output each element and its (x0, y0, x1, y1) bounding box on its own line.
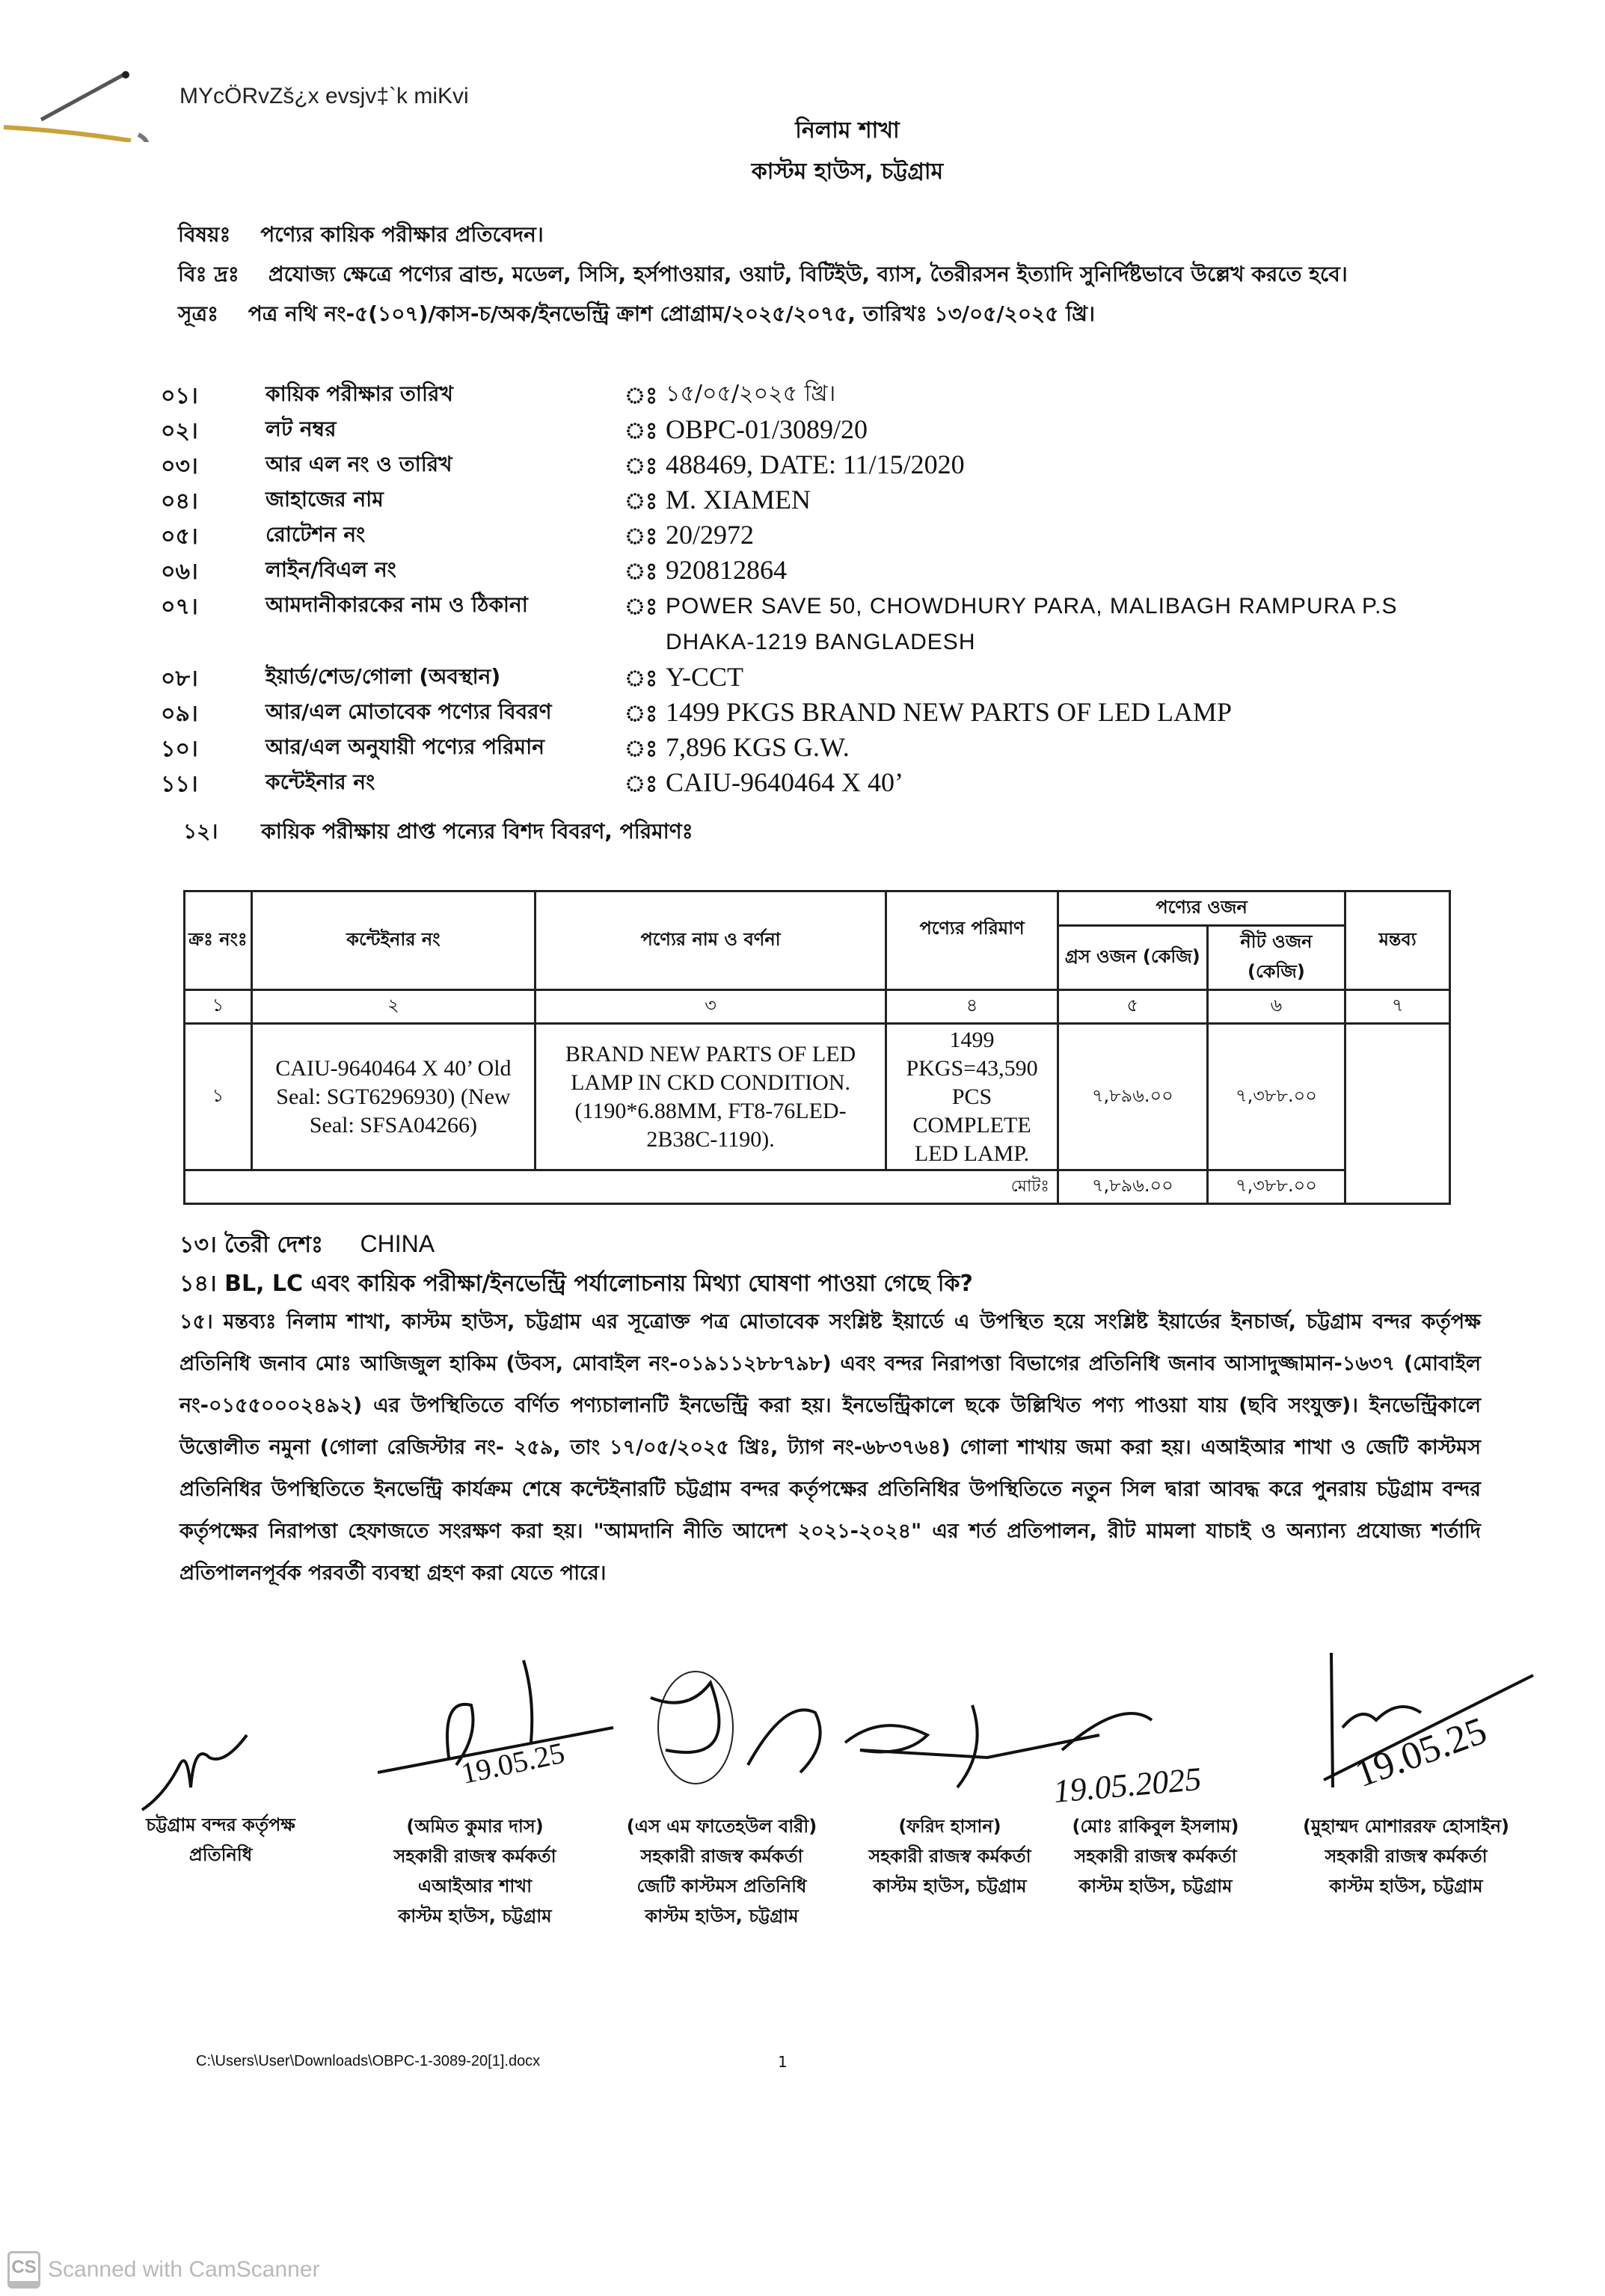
info-number: ০৬। (161, 559, 198, 585)
camscanner-watermark (7, 2251, 320, 2289)
colon: ঃ (624, 418, 658, 444)
item-label: কায়িক পরীক্ষায় প্রাপ্ত পন্যের বিশদ বিবরণ, পরিমাণঃ (261, 819, 693, 844)
header-weight-group: পণ্যের ওজন (1058, 891, 1345, 926)
item-14-question: ১৪। BL, LC এবং কায়িক পরীক্ষা/ইনভেন্ট্রি পর্যালোচনায় মিথ্যা ঘোষণা পাওয়া গেছে কি? (179, 1271, 973, 1297)
signatory-line: সহকারী রাজস্ব কর্মকর্তা (393, 1846, 556, 1867)
footer-page-number: 1 (778, 2053, 788, 2071)
cell-net-weight: ৭,৩৮৮.০০ (1207, 1024, 1345, 1170)
info-value: M. XIAMEN (666, 485, 811, 515)
info-list (161, 378, 1477, 801)
signature-port-authority-icon (135, 1720, 269, 1825)
info-value: 920812864 (666, 555, 787, 585)
section-name: নিলাম শাখা (795, 117, 900, 144)
info-value: 7,896 KGS G.W. (666, 732, 850, 762)
header-goods-name: পণ্যের নাম ও বর্ণনা (535, 891, 886, 990)
signatory-line: জেটি কাস্টমস প্রতিনিধি (636, 1876, 807, 1897)
col-number: ৬ (1207, 990, 1345, 1024)
colon: ঃ (624, 488, 658, 515)
signatory-sm-fatehul-bari (602, 1811, 841, 1931)
note-text: প্রযোজ্য ক্ষেত্রে পণ্যের ব্রান্ড, মডেল, সিসি, হর্সপাওয়ার, ওয়াট, বিটিইউ, ব্যাস, তৈরীরসন ইত্যাদি সুনির্দিষ্টভাবে উল্লেখ করতে হবে। (268, 262, 1348, 286)
info-label: আর/এল মোতাবেক পণ্যের বিবরণ (266, 699, 552, 724)
info-value: ১৫/০৫/২০২৫ খ্রি। (666, 381, 836, 407)
info-value: 1499 PKGS BRAND NEW PARTS OF LED LAMP (666, 697, 1232, 727)
header-net-weight: নীট ওজন (কেজি) (1207, 926, 1345, 990)
info-number: ১১। (161, 771, 198, 797)
info-number: ১০। (161, 736, 198, 762)
signatory-port-authority (112, 1810, 329, 1870)
info-number: ০৪। (161, 488, 198, 515)
col-number: ৩ (535, 990, 886, 1024)
info-label: কায়িক পরীক্ষার তারিখ (266, 381, 453, 406)
total-label: মোটঃ (185, 1170, 1058, 1204)
info-value: OBPC-01/3089/20 (666, 414, 868, 444)
info-value: 488469, DATE: 11/15/2020 (666, 449, 965, 479)
signatory-amit-kumar-das (355, 1811, 595, 1931)
cell-gross-weight: ৭,৮৯৬.০০ (1058, 1024, 1207, 1170)
info-number: ০১। (161, 383, 198, 409)
signatory-name: (এস এম ফাতেহউল বারী) (626, 1816, 817, 1837)
info-label: আর/এল অনুযায়ী পণ্যের পরিমান (266, 734, 544, 759)
colon: ঃ (624, 736, 658, 762)
col-number: ৭ (1345, 990, 1450, 1024)
info-row-goods-quantity (161, 731, 1477, 766)
info-number: ০৫। (161, 524, 198, 550)
info-row-lot-number (161, 413, 1477, 448)
colon: ঃ (624, 524, 658, 550)
header-remarks: মন্তব্য (1345, 891, 1450, 990)
goods-table (183, 890, 1451, 1205)
footer-file-path: C:\Users\User\Downloads\OBPC-1-3089-20[1].docx (196, 2053, 541, 2069)
colon: ঃ (624, 453, 658, 479)
reference-label: সূত্রঃ (178, 301, 218, 326)
info-value: CAIU-9640464 X 40’ (666, 767, 903, 797)
item-number: ১২। (183, 819, 218, 844)
office-name: কাস্টম হাউস, চট্টগ্রাম (751, 159, 944, 185)
signatory-name: (মোঃ রাকিবুল ইসলাম) (1072, 1816, 1239, 1837)
item-12-heading (183, 815, 693, 850)
cell-container: CAIU-9640464 X 40’ Old Seal: SGT6296930) (New Seal: SFSA04266) (251, 1024, 535, 1170)
garbled-government-header: MYcÖRvZš¿x evsjv‡`k miKvi (179, 84, 469, 108)
subject-line (178, 218, 544, 254)
header-gross-weight: গ্রস ওজন (কেজি) (1058, 926, 1207, 990)
total-gross-weight: ৭,৮৯৬.০০ (1058, 1170, 1207, 1204)
info-number: ০৯। (161, 701, 198, 727)
info-label: আর এল নং ও তারিখ (266, 452, 452, 476)
info-row-yard-location (161, 660, 1477, 696)
signatory-line: সহকারী রাজস্ব কর্মকর্তা (868, 1846, 1031, 1867)
camscanner-logo-icon: CS (7, 2251, 40, 2289)
note-label: বিঃ দ্রঃ (178, 262, 239, 286)
info-row-exam-date (161, 378, 1477, 413)
signature-sm-fatehul-bari-icon (636, 1668, 845, 1795)
colon: ঃ (624, 666, 658, 692)
info-label: কন্টেইনার নং (266, 770, 375, 794)
header-container: কন্টেইনার নং (251, 891, 535, 990)
colon: ঃ (624, 701, 658, 727)
item-15-remarks: ১৫। মন্তব্যঃ নিলাম শাখা, কাস্টম হাউস, চট্টগ্রাম এর সূত্রোক্ত পত্র মোতাবেক সংশ্লিষ্ট ইয়ার্ডে এ উপস্থিত হয়ে সংশ্লিষ্ট ইয়ার্ডের ইনচার্জ, চট্টগ্রাম বন্দর কর্তৃপক্ষ প্রতিনিধি জনাব মোঃ আজিজুল হাকিম (উবস, মোবাইল নং-০১৯১১২৮৮৭৯৮) এবং বন্দর নিরাপত্তা বিভাগের প্রতিনিধি জনাব আসাদুজ্জামান-১৬৩৭ (মোবাইল নং-০১৫৫০০০২৪৯২) এর উপস্থিতিতে বর্ণিত পণ্যচালানটি ইনভেন্ট্রি করা হয়। ইনভেন্ট্রিকালে ছকে উল্লিখিত পণ্য পাওয়া যায় (ছবি সংযুক্ত)। ইনভেন্ট্রিকালে উত্তোলীত নমুনা (গোলা রেজিস্টার নং- ২৫৯, তাং ১৭/০৫/২০২৫ খ্রিঃ, ট্যাগ নং-৬৮৩৭৬৪) গোলা শাখায় জমা করা হয়। এআইআর শাখা ও জেটি কাস্টমস প্রতিনিধির উপস্থিতিতে ইনভেন্ট্রি কার্যক্রম শেষে কন্টেইনারটি চট্টগ্রাম বন্দর কর্তৃপক্ষের প্রতিনিধির উপস্থিতিতে নতুন সিল দ্বারা আবদ্ধ করে পুনরায় চট্টগ্রাম বন্দর কর্তৃপক্ষের নিরাপত্তা হেফাজতে সংরক্ষণ করা হয়। "আমদানি নীতি আদেশ ২০২১-২০২৪" এর শর্ত প্রতিপালন, রীট মামলা যাচাই ও অন্যান্য প্রযোজ্য শর্তাদি প্রতিপালনপূর্বক পরবর্তী ব্যবস্থা গ্রহণ করা যেতে পারে। (179, 1310, 1481, 1585)
info-label: ইয়ার্ড/শেড/গোলা (অবস্থান) (266, 664, 501, 689)
info-label: আমদানীকারকের নাম ও ঠিকানা (266, 592, 528, 617)
signatory-line: সহকারী রাজস্ব কর্মকর্তা (1074, 1846, 1237, 1867)
signature-farid-hasan-and-rakibul-islam-icon (838, 1690, 1286, 1810)
col-number: ১ (185, 990, 252, 1024)
colon: ঃ (624, 594, 658, 620)
reference-line (178, 298, 1095, 333)
cell-goods-name: BRAND NEW PARTS OF LED LAMP IN CKD CONDITION. (1190*6.88MM, FT8-76LED-2B38C-1190). (535, 1024, 886, 1170)
signatory-line: প্রতিনিধি (188, 1844, 253, 1865)
svg-text:19.05.2025: 19.05.2025 (1052, 1760, 1203, 1810)
camscanner-text: Scanned with CamScanner (48, 2257, 320, 2282)
signatory-line: কাস্টম হাউস, চট্টগ্রাম (1329, 1876, 1483, 1897)
cell-remarks (1345, 1024, 1450, 1204)
info-row-goods-description (161, 696, 1477, 731)
reference-text: পত্র নথি নং-৫(১০৭)/কাস-চ/অক/ইনভেন্ট্রি ক্রাশ প্রোগ্রাম/২০২৫/২০৭৫, তারিখঃ ১৩/০৫/২০২৫ খ্রি। (248, 301, 1095, 326)
signatory-mosharraf-hossain (1271, 1811, 1541, 1901)
info-value: POWER SAVE 50, CHOWDHURY PARA, MALIBAGH RAMPURA P.S DHAKA-1219 BANGLADESH (666, 594, 1398, 654)
item-13-country (179, 1227, 435, 1265)
info-row-rl-number-date (161, 448, 1477, 483)
signatory-line: কাস্টম হাউস, চট্টগ্রাম (398, 1906, 552, 1927)
info-number: ০৩। (161, 453, 198, 479)
signatory-line: কাস্টম হাউস, চট্টগ্রাম (1078, 1876, 1233, 1897)
info-label: রোটেশন নং (266, 522, 366, 547)
colon: ঃ (624, 559, 658, 585)
colon: ঃ (624, 383, 658, 409)
table-row (185, 1024, 1450, 1170)
note-line (178, 258, 1348, 293)
total-net-weight: ৭,৩৮৮.০০ (1207, 1170, 1345, 1204)
signatory-name: (অমিত কুমার দাস) (406, 1816, 544, 1837)
info-number: ০৮। (161, 666, 198, 692)
signatory-line: চট্টগ্রাম বন্দর কর্তৃপক্ষ (146, 1814, 295, 1835)
col-number: ২ (251, 990, 535, 1024)
header-serial: ক্রঃ নংঃ (185, 891, 252, 990)
colon: ঃ (624, 771, 658, 797)
info-row-importer (161, 589, 1477, 660)
info-number: ০২। (161, 418, 198, 444)
signatory-line: কাস্টম হাউস, চট্টগ্রাম (873, 1876, 1027, 1897)
signatory-rakibul-islam (1047, 1811, 1264, 1901)
info-value: 20/2972 (666, 520, 755, 550)
subject-label: বিষয়ঃ (178, 222, 231, 247)
signature-amit-kumar-das-icon (374, 1653, 621, 1795)
info-label: লট নম্বর (266, 417, 337, 441)
subject-text: পণ্যের কায়িক পরীক্ষার প্রতিবেদন। (260, 222, 544, 247)
col-number: ৪ (886, 990, 1058, 1024)
info-value: Y-CCT (666, 662, 744, 692)
info-row-rotation-number (161, 518, 1477, 553)
signature-mosharraf-hossain-icon (1301, 1645, 1548, 1810)
info-number: ০৭। (161, 594, 198, 620)
total-row (185, 1170, 1450, 1204)
cell-serial: ১ (185, 1024, 252, 1170)
signatory-name: (মুহাম্মদ মোশাররফ হোসাইন) (1302, 1816, 1510, 1837)
info-label: লাইন/বিএল নং (266, 557, 396, 582)
signatory-name: (ফরিদ হাসান) (898, 1816, 1001, 1837)
country-value: CHINA (360, 1230, 435, 1257)
info-row-container-number (161, 766, 1477, 801)
signatory-line: সহকারী রাজস্ব কর্মকর্তা (1325, 1846, 1488, 1867)
header-quantity: পণ্যের পরিমাণ (886, 891, 1058, 990)
col-number: ৫ (1058, 990, 1207, 1024)
info-label: জাহাজের নাম (266, 487, 384, 512)
signatory-line: কাস্টম হাউস, চট্টগ্রাম (645, 1906, 799, 1927)
info-row-vessel-name (161, 483, 1477, 518)
signatory-farid-hasan (845, 1811, 1055, 1901)
signatory-line: সহকারী রাজস্ব কর্মকর্তা (640, 1846, 803, 1867)
info-row-line-bl-number (161, 553, 1477, 589)
svg-text:19.05.25: 19.05.25 (1349, 1709, 1493, 1796)
item-13-label: ১৩। তৈরী দেশঃ (179, 1232, 323, 1258)
cell-quantity: 1499 PKGS=43,590 PCS COMPLETE LED LAMP. (886, 1024, 1058, 1170)
signatory-line: এআইআর শাখা (417, 1876, 533, 1897)
svg-text:19.05.25: 19.05.25 (458, 1735, 568, 1790)
